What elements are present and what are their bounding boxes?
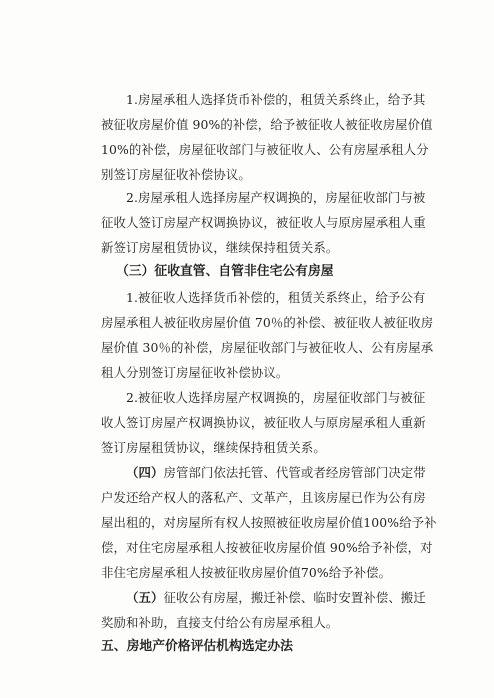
paragraph-5 [101, 460, 437, 585]
text-line: 租人分别签订房屋征收补偿协议。 [101, 365, 289, 380]
text-run: 房管部门依法托管、代管或者经房管部门决定带 [163, 465, 426, 480]
text-line: 签订房屋租赁协议，继续保持租赁关系。 [101, 440, 326, 455]
text-line: 1.被征收人选择货币补偿的，租赁关系终止，给予公有 [126, 290, 426, 305]
text-line: 屋出租的，对房屋所有权人按照被征收房屋价值100%给予补 [101, 515, 437, 530]
section-label-5: （五） [126, 590, 164, 605]
text-line: 奖励和补助，直接支付给公有房屋承租人。 [101, 615, 339, 630]
text-line: 10%的补偿，房屋征收部门与被征收人、公有房屋承租人分 [101, 142, 429, 157]
text-line: 房屋承租人被征收房屋价值 70％的补偿、被征收人被征收房 [101, 315, 434, 330]
paragraph-4 [101, 385, 426, 460]
text-line: 2.被征收人选择房屋产权调换的，房屋征收部门与被征 [126, 390, 426, 405]
section-label-4: （四） [126, 465, 164, 480]
paragraph-2 [101, 185, 426, 260]
text-line: 2.房屋承租人选择房屋产权调换的，房屋征收部门与被 [126, 190, 426, 205]
paragraph-1 [101, 87, 433, 187]
paragraph-6 [101, 585, 426, 635]
text-line: 非住宅房屋承租人按被征收房屋价值70%给予补偿。 [101, 565, 392, 580]
section-heading-5: 五、房地产价格评估机构选定办法 [101, 639, 293, 654]
text-line [101, 585, 426, 610]
text-line: 1.房屋承租人选择货币补偿的，租赁关系终止，给予其 [126, 92, 426, 107]
text-line: 征收人签订房屋产权调换协议，被征收人与原房屋承租人重 [101, 215, 426, 230]
text-line: 别签订房屋征收补偿协议。 [101, 167, 251, 182]
text-line: 屋价值 30％的补偿，房屋征收部门与被征收人、公有房屋承 [101, 340, 434, 355]
text-run: 征收公有房屋，搬迁补偿、临时安置补偿、搬迁 [163, 590, 426, 605]
text-line: 收人签订房屋产权调换协议，被征收人与原房屋承租人重新 [101, 415, 426, 430]
text-line: 偿，对住宅房屋承租人按被征收房屋价值 90%给予补偿，对 [101, 540, 433, 555]
section-heading-3: （三）征收直管、自管非住宅公有房屋 [116, 264, 334, 279]
text-line: 新签订房屋租赁协议，继续保持租赁关系。 [101, 240, 339, 255]
paragraph-3 [101, 285, 434, 385]
text-line: 被征收房屋价值 90%的补偿，给予被征收人被征收房屋价值 [101, 117, 433, 132]
text-line [101, 460, 426, 485]
text-line: 户发还给产权人的落私产、文革产，且该房屋已作为公有房 [101, 490, 426, 505]
